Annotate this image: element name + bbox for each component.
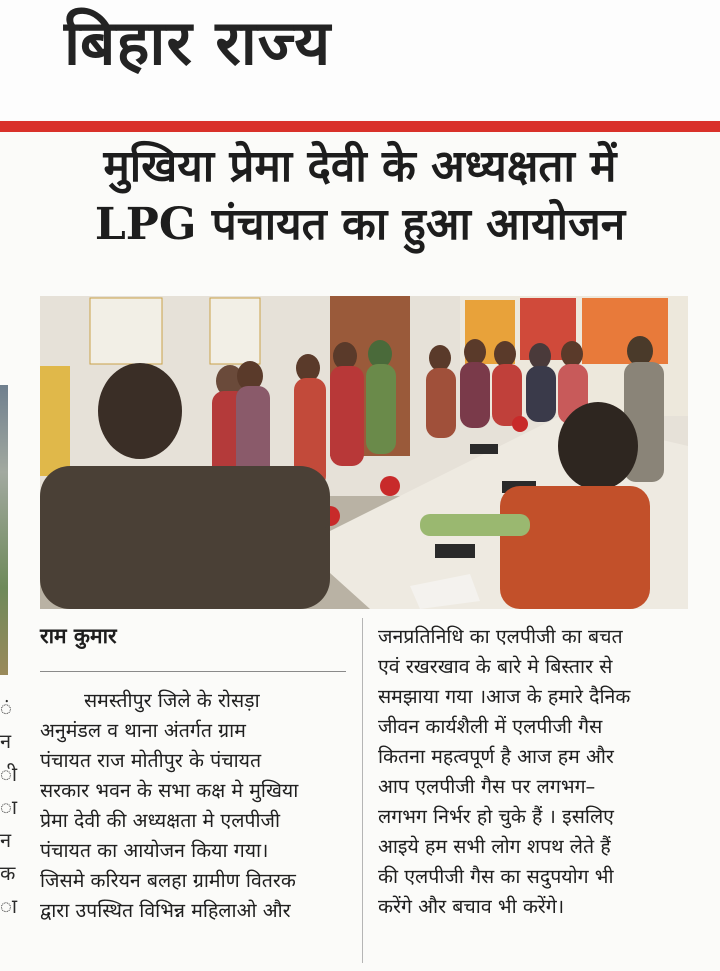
article-line: अनुमंडल व थाना अंतर्गत ग्राम: [40, 719, 246, 742]
section-title: बिहार राज्य: [64, 6, 332, 79]
article-line: पंचायत राज मोतीपुर के पंचायत: [40, 749, 262, 772]
byline-divider: [40, 671, 346, 672]
news-photo: [40, 296, 688, 609]
adjacent-photo-edge: [0, 385, 8, 675]
article-line: एवं रखरखाव के बारे मे बिस्तार से: [378, 655, 613, 678]
article-line: आप एलपीजी गैस पर लगभग–: [378, 775, 596, 798]
headline-line-2: LPG पंचायत का हुआ आयोजन: [94, 199, 626, 250]
article-line: जनप्रतिनिधि का एलपीजी का बचत: [378, 625, 623, 648]
headline-line-1: मुखिया प्रेमा देवी के अध्यक्षता में: [103, 141, 617, 192]
headline: [0, 138, 720, 254]
article-line: कितना महत्वपूर्ण है आज हम और: [378, 745, 614, 768]
article-line: जीवन कार्यशैली में एलपीजी गैस: [378, 715, 603, 738]
article-line: पंचायत का आयोजन किया गया।: [40, 839, 269, 862]
article-column-right: [378, 622, 690, 922]
article-line: समस्तीपुर जिले के रोसड़ा: [84, 689, 260, 712]
article-line: लगभग निर्भर हो चुके हैं । इसलिए: [378, 805, 614, 828]
section-header: [0, 0, 720, 120]
byline: राम कुमार: [40, 624, 117, 648]
article-line: की एलपीजी गैस का सदुपयोग भी: [378, 865, 614, 888]
article-line: सरकार भवन के सभा कक्ष मे मुखिया: [40, 779, 299, 802]
meeting-photo-illustration: [40, 296, 688, 609]
accent-rule: [0, 121, 720, 132]
article-column-left: [40, 686, 348, 926]
article-line: प्रेमा देवी की अध्यक्षता मे एलपीजी: [40, 809, 281, 832]
article-line: आइये हम सभी लोग शपथ लेते हैं: [378, 835, 611, 858]
adjacent-column-fragment: ं न ी ा न क ा: [0, 696, 18, 918]
article-line: करेंगे और बचाव भी करेंगे।: [378, 895, 565, 918]
column-divider: [362, 618, 363, 963]
article-line: द्वारा उपस्थित विभिन्न महिलाओ और: [40, 899, 291, 922]
article-line: जिसमे करियन बलहा ग्रामीण वितरक: [40, 869, 296, 892]
article-line: समझाया गया ।आज के हमारे दैनिक: [378, 685, 631, 708]
